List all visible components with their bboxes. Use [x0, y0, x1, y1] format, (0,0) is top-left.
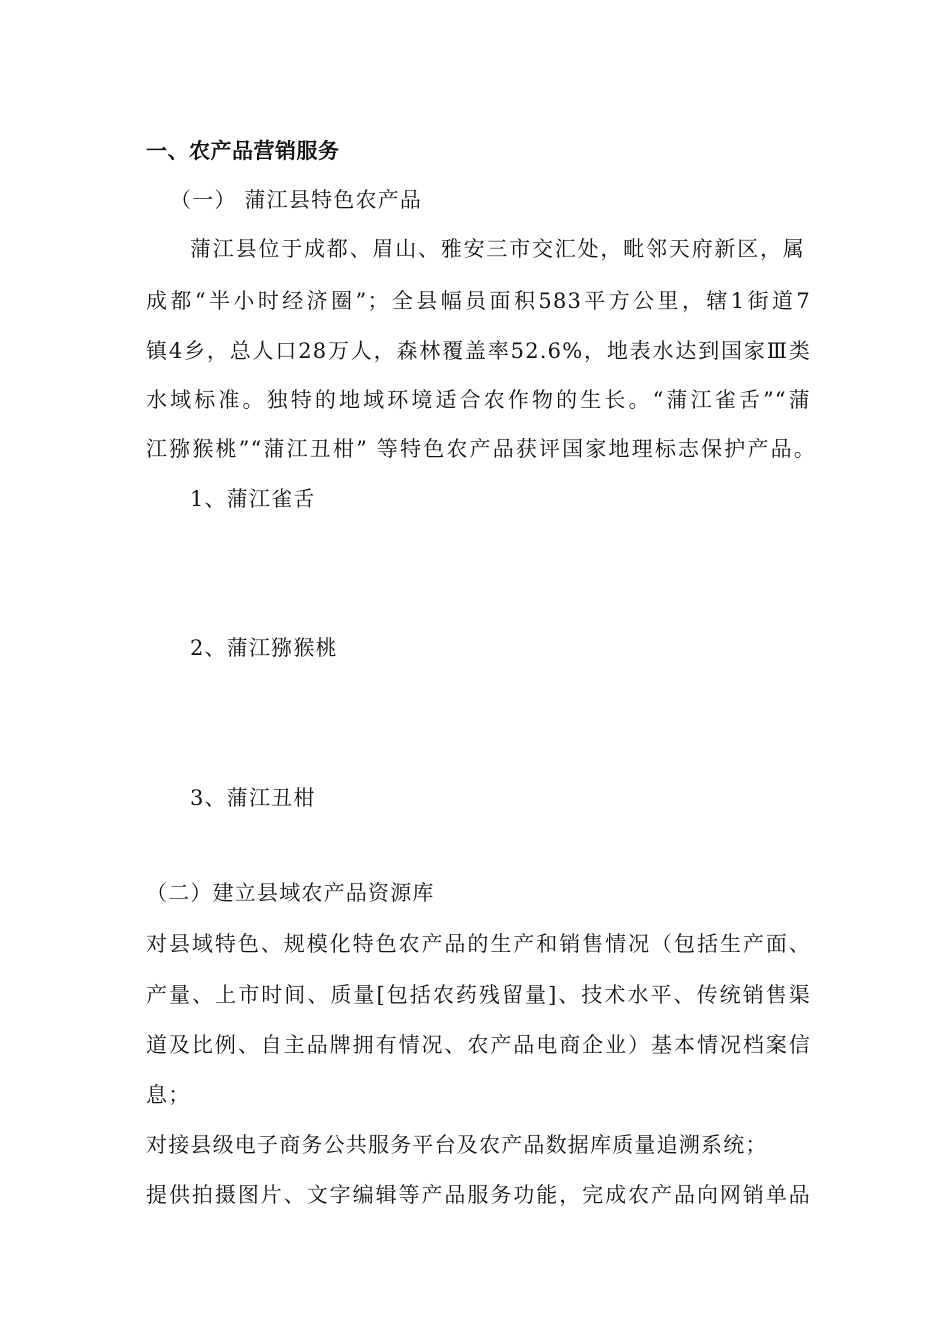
paragraph-line: 息；	[146, 1083, 191, 1107]
paragraph-line: 成都“半小时经济圈”；全县幅员面积583平方公里，辖1街道7	[146, 289, 811, 313]
list-item: 2、蒲江猕猴桃	[190, 636, 338, 660]
subsection-title-1: （一） 蒲江县特色农产品	[170, 188, 423, 212]
list-item: 3、蒲江丑柑	[190, 786, 316, 810]
paragraph-line: 江猕猴桃”“蒲江丑柑” 等特色农产品获评国家地理标志保护产品。	[146, 437, 816, 461]
paragraph-line: 水域标准。独特的地域环境适合农作物的生长。“蒲江雀舌”“蒲	[146, 388, 811, 412]
paragraph-line: 镇4乡，总人口28万人，森林覆盖率52.6%，地表水达到国家Ⅲ类	[146, 339, 811, 363]
subsection-title-2: （二）建立县域农产品资源库	[146, 881, 435, 905]
paragraph-line: 产量、上市时间、质量[包括农药残留量]、技术水平、传统销售渠	[146, 983, 811, 1007]
section-heading: 一、农产品营销服务	[146, 139, 340, 163]
paragraph-line: 提供拍摄图片、文字编辑等产品服务功能，完成农产品向网销单品	[146, 1183, 811, 1207]
paragraph-line: 对县域特色、规模化特色农产品的生产和销售情况（包括生产面、	[146, 932, 811, 956]
paragraph-line: 道及比例、自主品牌拥有情况、农产品电商企业）基本情况档案信	[146, 1033, 811, 1057]
list-item: 1、蒲江雀舌	[190, 487, 316, 511]
paragraph-line: 对接县级电子商务公共服务平台及农产品数据库质量追溯系统；	[146, 1133, 768, 1157]
paragraph-line: 蒲江县位于成都、眉山、雅安三市交汇处，毗邻天府新区，属	[190, 237, 805, 261]
